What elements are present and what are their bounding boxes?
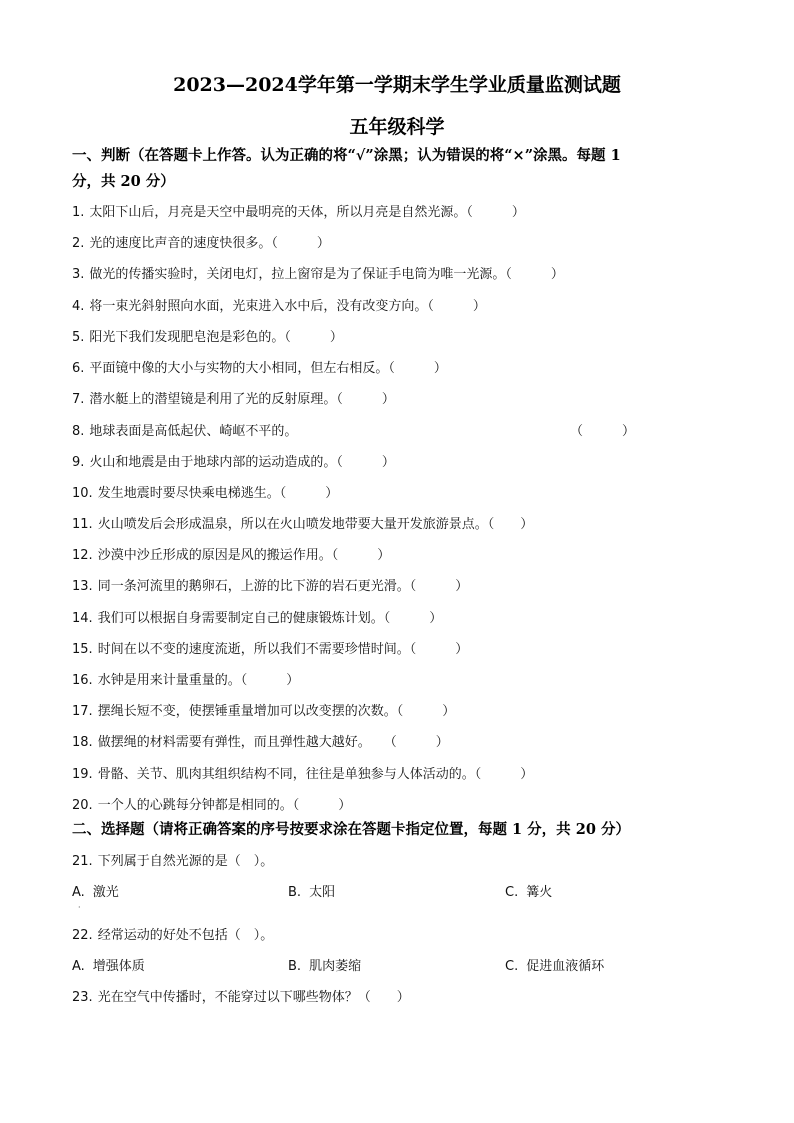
question-number: 6. [72, 361, 85, 376]
question-text: 火山喷发后会形成温泉，所以在火山喷发地带要大量开发旅游景点。（ ） [97, 517, 534, 532]
option-text: 激光 [92, 885, 119, 900]
option-letter: A. [72, 959, 85, 974]
question-text: 我们可以根据自身需要制定自己的健康锻炼计划。（ ） [97, 611, 443, 626]
option-text: 篝火 [526, 885, 553, 900]
question-number: 8. [72, 424, 85, 439]
question-text: 做摆绳的材料需要有弹性，而且弹性越大越好。 （ ） [97, 735, 449, 750]
question-number: 1. [72, 205, 85, 220]
question-number: 20. [72, 798, 93, 813]
question-number: 19. [72, 767, 93, 782]
question-19 [72, 763, 533, 782]
option-letter: C. [505, 959, 519, 974]
question-text: 一个人的心跳每分钟都是相同的。（ ） [97, 798, 352, 813]
question-number: 21. [72, 854, 93, 869]
question-text: 时间在以不变的速度流逝，所以我们不需要珍惜时间。（ ） [97, 642, 469, 657]
question-text: 同一条河流里的鹅卵石，上游的比下游的岩石更光滑。（ ） [97, 579, 469, 594]
question-number: 10. [72, 486, 93, 501]
question-number: 15. [72, 642, 93, 657]
question-number: 18. [72, 735, 93, 750]
question-number: 13. [72, 579, 93, 594]
question-23 [72, 986, 410, 1005]
option-c [505, 881, 552, 900]
section-1-heading [72, 143, 722, 195]
question-text: 沙漠中沙丘形成的原因是风的搬运作用。（ ） [97, 548, 391, 563]
question-11 [72, 513, 533, 532]
question-text: 摆绳长短不变，使摆锤重量增加可以改变摆的次数。（ ） [97, 704, 456, 719]
question-17 [72, 700, 455, 719]
question-number: 9. [72, 455, 85, 470]
option-letter: C. [505, 885, 519, 900]
question-text: 将一束光斜射照向水面，光束进入水中后，没有改变方向。（ ） [89, 299, 486, 314]
question-text: 下列属于自然光源的是（ ）。 [97, 854, 274, 869]
question-text: 光的速度比声音的速度快很多。（ ） [89, 236, 330, 251]
option-text: 太阳 [309, 885, 336, 900]
question-text: 地球表面是高低起伏、崎岖不平的。 [89, 424, 298, 439]
section-1-heading-line1: 一、判断（在答题卡上作答。认为正确的将“√”涂黑；认为错误的将“×”涂黑。每题 1 [72, 147, 621, 164]
question-3 [72, 263, 564, 282]
question-text: 火山和地震是由于地球内部的运动造成的。（ ） [89, 455, 395, 470]
section-2-heading: 二、选择题（请将正确答案的序号按要求涂在答题卡指定位置，每题 1 分，共 20 分） [72, 821, 630, 838]
question-text: 平面镜中像的大小与实物的大小相同，但左右相反。（ ） [89, 361, 447, 376]
option-text: 促进血液循环 [526, 959, 605, 974]
question-number: 12. [72, 548, 93, 563]
question-number: 5. [72, 330, 85, 345]
question-text: 骨骼、关节、肌肉其组织结构不同，往往是单独参与人体活动的。（ ） [97, 767, 534, 782]
question-text: 做光的传播实验时，关闭电灯，拉上窗帘是为了保证手电筒为唯一光源。（ ） [89, 267, 564, 282]
question-text: 太阳下山后，月亮是天空中最明亮的天体，所以月亮是自然光源。（ ） [89, 205, 525, 220]
option-b [288, 881, 335, 900]
option-letter: B. [288, 959, 302, 974]
question-number: 2. [72, 236, 85, 251]
question-text: 光在空气中传播时，不能穿过以下哪些物体？（ ） [97, 990, 410, 1005]
question-20 [72, 794, 351, 813]
question-2 [72, 232, 330, 251]
question-5 [72, 326, 343, 345]
option-a [72, 881, 119, 900]
question-number: 14. [72, 611, 93, 626]
option-c [505, 955, 604, 974]
question-15 [72, 638, 468, 657]
question-4 [72, 295, 486, 314]
question-1 [72, 201, 525, 220]
option-text: 增强体质 [92, 959, 145, 974]
option-letter: A. [72, 885, 85, 900]
question-text: 发生地震时要尽快乘电梯逃生。（ ） [97, 486, 339, 501]
exam-subtitle: 五年级科学 [349, 116, 445, 138]
question-number: 4. [72, 299, 85, 314]
question-text: 经常运动的好处不包括（ ）。 [97, 928, 274, 943]
question-10 [72, 482, 338, 501]
question-16 [72, 669, 299, 688]
exam-title: 2023—2024学年第一学期末学生学业质量监测试题 [173, 74, 621, 96]
question-8-answer-bracket: （ ） [570, 424, 636, 439]
question-7 [72, 388, 395, 407]
question-number: 22. [72, 928, 93, 943]
question-9 [72, 451, 395, 470]
question-18 [72, 731, 449, 750]
question-number: 23. [72, 990, 93, 1005]
option-text: 肌肉萎缩 [309, 959, 362, 974]
stray-dot: · [78, 903, 81, 912]
question-22 [72, 924, 273, 943]
question-14 [72, 607, 442, 626]
question-number: 11. [72, 517, 93, 532]
question-6 [72, 357, 447, 376]
question-text: 水钟是用来计量重量的。（ ） [97, 673, 300, 688]
option-a [72, 955, 145, 974]
question-number: 3. [72, 267, 85, 282]
question-8 [72, 420, 297, 439]
question-text: 潜水艇上的潜望镜是利用了光的反射原理。（ ） [89, 392, 395, 407]
question-number: 7. [72, 392, 85, 407]
question-13 [72, 575, 468, 594]
section-1-heading-line2: 分，共 20 分） [72, 173, 175, 190]
option-b [288, 955, 361, 974]
question-21 [72, 850, 273, 869]
question-12 [72, 544, 390, 563]
option-letter: B. [288, 885, 302, 900]
question-number: 17. [72, 704, 93, 719]
question-number: 16. [72, 673, 93, 688]
question-text: 阳光下我们发现肥皂泡是彩色的。（ ） [89, 330, 343, 345]
